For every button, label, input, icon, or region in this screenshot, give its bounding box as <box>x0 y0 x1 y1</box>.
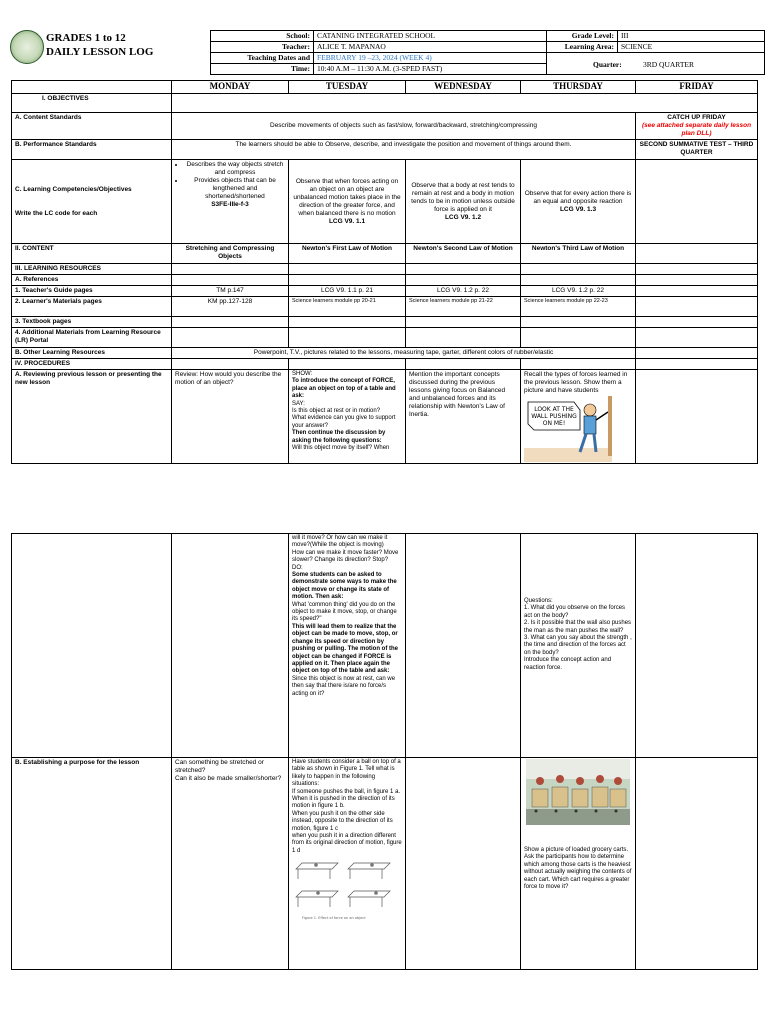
day-tuesday: TUESDAY <box>289 81 406 94</box>
title-line1: GRADES 1 to 12 <box>46 32 126 44</box>
wed-content: Newton's Second Law of Motion <box>406 244 521 264</box>
tue-lc-code: LCG V9. 1.1 <box>328 217 366 225</box>
area-value: SCIENCE <box>618 42 765 53</box>
mon-content: Stretching and Compressing Objects <box>172 244 289 264</box>
tue-review-q1: Is this object at rest or in motion? <box>292 408 381 415</box>
tue-review-show: SHOW: <box>292 371 313 377</box>
tue-review-q3: Will this object move by itself? When <box>292 445 390 452</box>
deped-seal-logo <box>10 30 44 64</box>
tue-review-discussion: Then continue the discussion by asking the following questions: <box>292 430 386 444</box>
grade-label: Grade Level: <box>547 31 618 42</box>
thu-question: Introduce the concept action and reaction force. <box>524 657 612 671</box>
thu-content: Newton's Third Law of Motion <box>521 244 636 264</box>
lesson-log-table-continued <box>11 533 758 970</box>
tue-cont-do: DO: <box>292 564 303 571</box>
tue-purpose-5: when you push it in a direction different from its original direction of motion, figure 1 d <box>292 833 402 854</box>
time-label: Time: <box>211 64 314 75</box>
friday-catchup-note: (see attached separate daily lesson plan DLL) <box>641 122 752 137</box>
thu-question: 3. What can you say about the strength , the time and direction of the forces act on the body? <box>524 635 632 656</box>
tue-purpose-3: When it is pushed in the direction of its motion in figure 1 b. <box>292 796 395 810</box>
figure-1-caption: Figure 1. Effect of force on an object <box>302 916 366 921</box>
thu-questions-title: Questions: <box>524 598 553 604</box>
performance-standards-text: The learners should be able to Observe, describe, and investigate the position and movement of things around them. <box>172 140 636 160</box>
cartoon-text: LOOK AT THE WALL PUSHING ON ME! <box>531 406 577 427</box>
procedures-label: IV. PROCEDURES <box>12 359 172 370</box>
wed-review: Mention the important concepts discussed during the previous lessons giving focus on Balanced and unbalanced forces and its relationship with Newton's Law of Inertia. <box>406 370 521 464</box>
tue-cont-2: How can we make it move faster? Move slower? Change its direction? Stop? <box>292 549 399 564</box>
thu-lm: Science learners module pp 22-23 <box>521 297 636 317</box>
objectives-heading: I. OBJECTIVES <box>12 94 172 113</box>
mon-purpose-1: Can something be stretched or stretched? <box>175 759 264 774</box>
wed-tg: LCG V9. 1.2 p. 22 <box>406 286 521 297</box>
time-value: 10:40 A.M – 11:30 A.M. (3-SPED FAST) <box>314 64 547 75</box>
tue-lc: Observe that when forces acting on an object on an object are unbalanced motion takes place in the direction of the greater force, and when balanced there is no motion <box>293 177 401 217</box>
thu-lc: Observe that for every action there is an equal and opposite reaction <box>524 189 632 205</box>
thu-purpose: Show a picture of loaded grocery carts. Ask the participants how to determine which among those carts is the heaviest without actually weighing the contents of each cart. Which cart requires a greater force to move it? <box>524 847 632 891</box>
tue-purpose-2: If someone pushes the ball, in figure 1 a. <box>292 788 401 795</box>
thu-lc-code: LCG V9. 1.3 <box>559 205 597 213</box>
learners-materials-label: 2. Learner's Materials pages <box>12 297 172 317</box>
school-value: CATANING INTEGRATED SCHOOL <box>314 31 547 42</box>
other-resources-label: B. Other Learning Resources <box>12 348 172 359</box>
mon-lc-item: • Describes the way objects stretch and compress <box>185 161 285 177</box>
lesson-log-table <box>11 80 758 464</box>
tue-cont-4: What 'common thing' did you do on the object to make it move, stop, or change its speed?" <box>292 601 397 623</box>
thu-tg: LCG V9. 1.2 p. 22 <box>521 286 636 297</box>
figure-1-tables-diagram <box>292 857 392 927</box>
content-standards-text: Describe movements of objects such as fast/slow, forward/backward, stretching/compressing <box>172 113 636 140</box>
day-friday: FRIDAY <box>636 81 758 94</box>
tue-cont-3: Some students can be asked to demonstrate some ways to make the object move or change its state of motion. Then ask: <box>292 572 397 601</box>
mon-lc-code: S3FE-IIIe-f-3 <box>211 201 249 208</box>
title-line2: DAILY LESSON LOG <box>46 46 154 58</box>
performance-standards-label: B. Performance Standards <box>12 140 172 160</box>
tue-tg: LCG V9. 1.1 p. 21 <box>289 286 406 297</box>
tue-cont-6: Since this object is now at rest, can we then say that there is/are no force/s acting on it? <box>292 675 396 697</box>
tue-lm: Science learners module pp 20-21 <box>289 297 406 317</box>
content-standards-label: A. Content Standards <box>12 113 172 140</box>
mon-tg: TM p.147 <box>172 286 289 297</box>
lc-code-label: Write the LC code for each <box>15 209 98 217</box>
teachers-guide-label: 1. Teacher's Guide pages <box>12 286 172 297</box>
tue-cont-1: will it move? Or how can we make it move?(While the object is moving) <box>292 535 388 549</box>
mon-review: Review: How would you describe the motion of an object? <box>172 370 289 464</box>
area-label: Learning Area: <box>547 42 618 53</box>
wed-lm: Science learners module pp 21-22 <box>406 297 521 317</box>
tue-purpose-1: Have students consider a ball on top of a table as shown in Figure 1. Tell what is likely to happen in the following situations: <box>292 759 401 788</box>
grocery-carts-photo <box>526 759 630 825</box>
purpose-label: B. Establishing a purpose for the lesson <box>12 758 172 970</box>
tue-review-intro: To introduce the concept of FORCE, place an object on top of a table and ask: <box>292 378 396 400</box>
thu-review: Recall the types of forces learned in the previous lesson. Show them a picture and have students <box>524 371 628 394</box>
wall-pushing-cartoon <box>524 396 612 462</box>
thu-question: 2. Is it possible that the wall also pushes the man as the man pushes the wall? <box>524 620 632 634</box>
grade-value: III <box>618 31 765 42</box>
resources-label: III. LEARNING RESOURCES <box>12 264 172 275</box>
day-thursday: THURSDAY <box>521 81 636 94</box>
day-wednesday: WEDNESDAY <box>406 81 521 94</box>
wed-lc: Observe that a body at rest tends to remain at rest and a body in motion tends to be in motion unless outside force is applied on it <box>411 181 515 213</box>
review-label: A. Reviewing previous lesson or presenting the new lesson <box>12 370 172 464</box>
teacher-label: Teacher: <box>211 42 314 53</box>
other-resources-text: Powerpoint, T.V., pictures related to the lessons, measuring tape, garter, different colors of rubber/elastic <box>172 348 636 359</box>
mon-lm: KM pp.127-128 <box>172 297 289 317</box>
quarter-label: Quarter: <box>593 60 622 69</box>
dates-label: Teaching Dates and <box>211 53 314 64</box>
tue-review-say: SAY: <box>292 400 305 407</box>
tue-review-q2: What evidence can you give to support your answer? <box>292 415 396 429</box>
content-label: II. CONTENT <box>12 244 172 264</box>
quarter-value: 3RD QUARTER <box>643 60 695 69</box>
thu-question: 1. What did you observe on the forces act on the body? <box>524 605 626 619</box>
mon-purpose-2: Can it also be made smaller/shorter? <box>175 775 282 782</box>
mon-lc-item: • Provides objects that can be lengthened and shortened/shortened <box>185 177 285 201</box>
dates-value: FEBRUARY 19 –23, 2024 (WEEK 4) <box>314 53 547 64</box>
teacher-value: ALICE T. MAPANAO <box>314 42 547 53</box>
friday-catchup: CATCH UP FRIDAY <box>667 114 726 121</box>
additional-materials-label: 4. Additional Materials from Learning Resource (LR) Portal <box>12 328 172 348</box>
day-monday: MONDAY <box>172 81 289 94</box>
friday-summative-test: SECOND SUMMATIVE TEST – THIRD QUARTER <box>636 140 758 160</box>
tue-content: Newton's First Law of Motion <box>289 244 406 264</box>
tue-cont-5: This will lead them to realize that the object can be made to move, stop, or change its speed or direction by pushing or pulling. The motion of the object can be changed if FORCE is applied on it. Then place again the object on top of the table and ask: <box>292 623 398 675</box>
tue-purpose-4: When you push it on the other side instead, opposite to the direction of its motion, figure 1 c <box>292 810 393 832</box>
school-label: School: <box>211 31 314 42</box>
references-label: A. References <box>12 275 172 286</box>
page-title <box>46 31 153 59</box>
competencies-label: C. Learning Competencies/Objectives <box>15 185 132 193</box>
textbook-label: 3. Textbook pages <box>12 317 172 328</box>
wed-lc-code: LCG V9. 1.2 <box>444 213 482 221</box>
